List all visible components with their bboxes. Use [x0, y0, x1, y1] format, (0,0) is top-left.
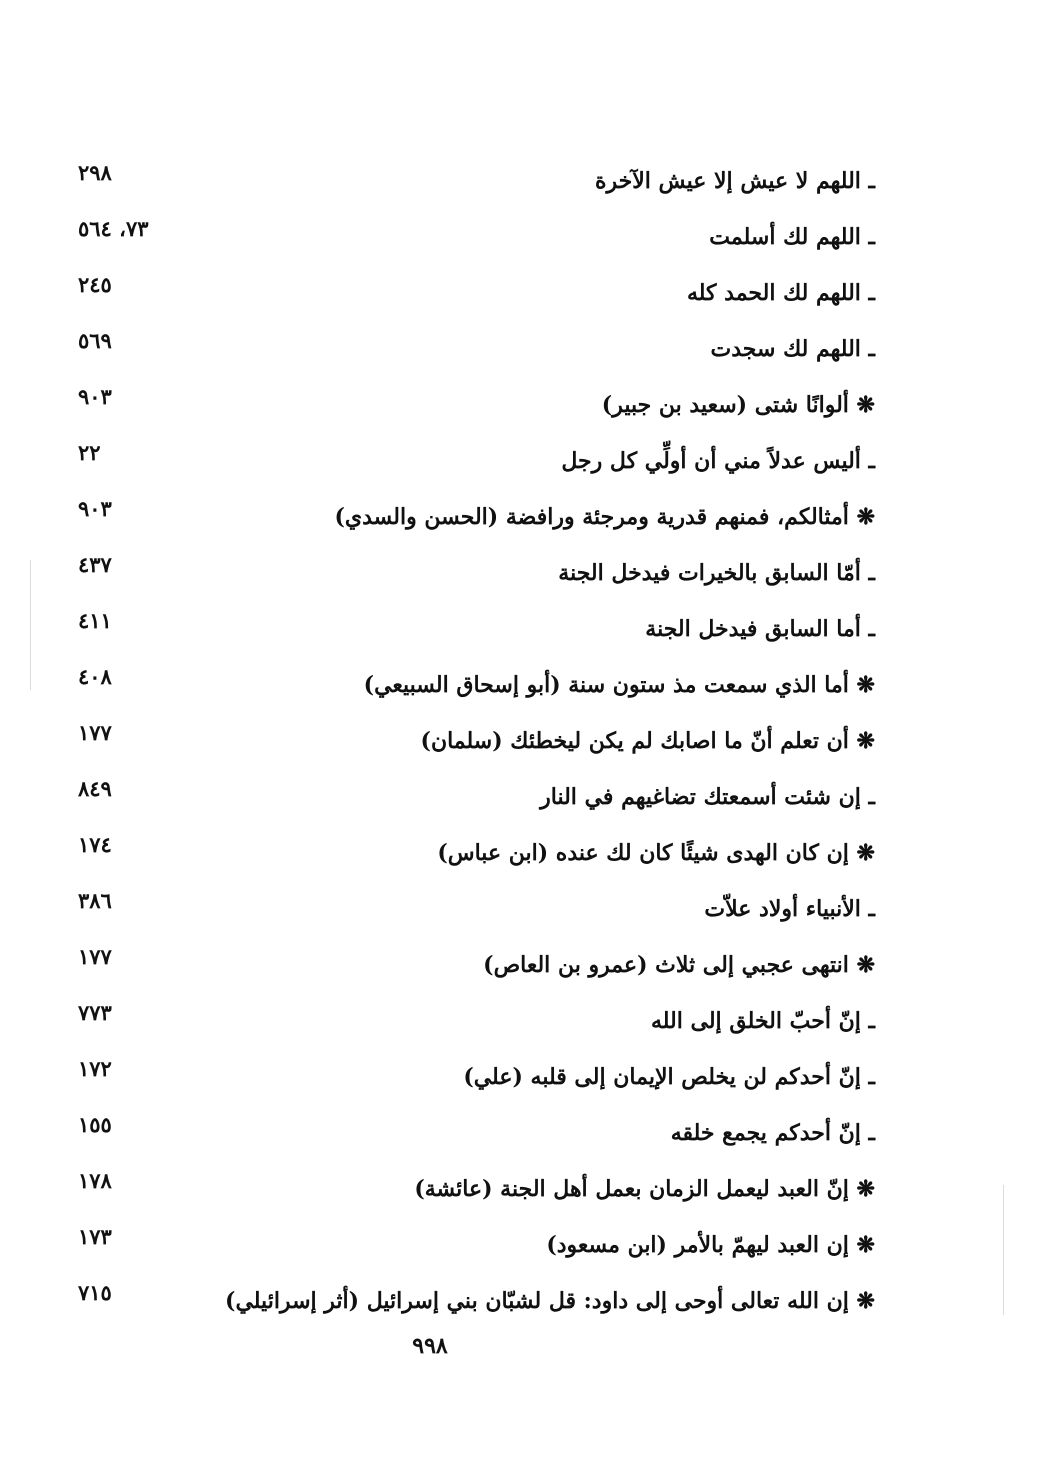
entry-page-ref: ١٧٧: [78, 720, 112, 745]
entry-text: ❋ ألوانًا شتى (سعيد بن جبير): [601, 392, 875, 418]
page-number: ٩٩٨: [412, 1333, 448, 1359]
entry-text: ـ اللهم لا عيش إلا عيش الآخرة: [594, 168, 875, 194]
index-entry: [0, 206, 1047, 262]
index-entry: [0, 766, 1047, 822]
index-list: [0, 150, 1047, 1326]
entry-text: ❋ إنّ العبد ليعمل الزمان بعمل أهل الجنة (عائشة): [414, 1176, 875, 1202]
index-entry: [0, 654, 1047, 710]
entry-text: ❋ أن تعلم أنّ ما اصابك لم يكن ليخطئك (سلمان): [420, 728, 875, 754]
entry-text: ـ إنّ أحدكم يجمع خلقه: [670, 1120, 875, 1146]
margin-rule: [30, 560, 31, 690]
entry-text: ❋ إن العبد ليهمّ بالأمر (ابن مسعود): [546, 1232, 875, 1258]
index-entry: [0, 934, 1047, 990]
entry-text: ❋ أمثالكم، فمنهم قدرية ومرجئة ورافضة (الحسن والسدي): [334, 504, 875, 530]
index-entry: [0, 486, 1047, 542]
index-entry: [0, 1214, 1047, 1270]
entry-text: ـ أليس عدلاً مني أن أولِّي كل رجل: [561, 448, 875, 474]
index-entry: [0, 710, 1047, 766]
index-entry: [0, 1158, 1047, 1214]
entry-text: ـ إن شئت أسمعتك تضاغيهم في النار: [540, 784, 875, 810]
entry-page-ref: ٨٤٩: [78, 776, 112, 801]
entry-page-ref: ٩٠٣: [78, 496, 112, 521]
index-entry: [0, 1102, 1047, 1158]
entry-page-ref: ٩٠٣: [78, 384, 112, 409]
entry-page-ref: ١٥٥: [78, 1112, 112, 1137]
entry-page-ref: ٤٠٨: [78, 664, 112, 689]
index-entry: [0, 822, 1047, 878]
index-entry: [0, 1270, 1047, 1326]
index-entry: [0, 318, 1047, 374]
entry-text: ❋ إن كان الهدى شيئًا كان لك عنده (ابن عباس): [437, 840, 875, 866]
entry-text: ـ اللهم لك أسلمت: [709, 224, 875, 250]
index-entry: [0, 878, 1047, 934]
index-entry: [0, 990, 1047, 1046]
entry-page-ref: ٧٧٣: [78, 1000, 112, 1025]
entry-page-ref: ٣٨٦: [78, 888, 112, 913]
entry-text: ـ اللهم لك سجدت: [710, 336, 875, 362]
entry-text: ـ أما السابق فيدخل الجنة: [645, 616, 875, 642]
entry-page-ref: ٢٩٨: [78, 160, 112, 185]
entry-page-ref: ٢٤٥: [78, 272, 112, 297]
entry-text: ـ إنّ أحدكم لن يخلص الإيمان إلى قلبه (علي): [463, 1064, 875, 1090]
index-entry: [0, 150, 1047, 206]
entry-page-ref: ١٧٨: [78, 1168, 112, 1193]
index-entry: [0, 542, 1047, 598]
entry-page-ref: ١٧٧: [78, 944, 112, 969]
entry-page-ref: ٤١١: [78, 608, 112, 633]
entry-text: ـ الأنبياء أولاد علاّت: [704, 896, 875, 922]
entry-text: ❋ إن الله تعالى أوحى إلى داود: قل لشبّان بني إسرائيل (أثر إسرائيلي): [225, 1288, 875, 1314]
entry-page-ref: ٧٣، ٥٦٤: [78, 216, 149, 241]
entry-page-ref: ١٧٢: [78, 1056, 112, 1081]
entry-page-ref: ٥٦٩: [78, 328, 112, 353]
index-entry: [0, 262, 1047, 318]
entry-page-ref: ١٧٣: [78, 1224, 112, 1249]
entry-text: ❋ انتهى عجبي إلى ثلاث (عمرو بن العاص): [483, 952, 875, 978]
entry-text: ـ اللهم لك الحمد كله: [686, 280, 875, 306]
entry-page-ref: ٤٣٧: [78, 552, 112, 577]
index-entry: [0, 1046, 1047, 1102]
entry-text: ـ إنّ أحبّ الخلق إلى الله: [650, 1008, 875, 1034]
entry-page-ref: ٢٢: [78, 440, 101, 465]
index-entry: [0, 598, 1047, 654]
margin-rule: [1003, 1185, 1004, 1315]
entry-page-ref: ٧١٥: [78, 1280, 112, 1305]
index-entry: [0, 430, 1047, 486]
index-entry: [0, 374, 1047, 430]
entry-text: ❋ أما الذي سمعت مذ ستون سنة (أبو إسحاق السبيعي): [363, 672, 875, 698]
entry-text: ـ أمّا السابق بالخيرات فيدخل الجنة: [558, 560, 875, 586]
entry-page-ref: ١٧٤: [78, 832, 112, 857]
